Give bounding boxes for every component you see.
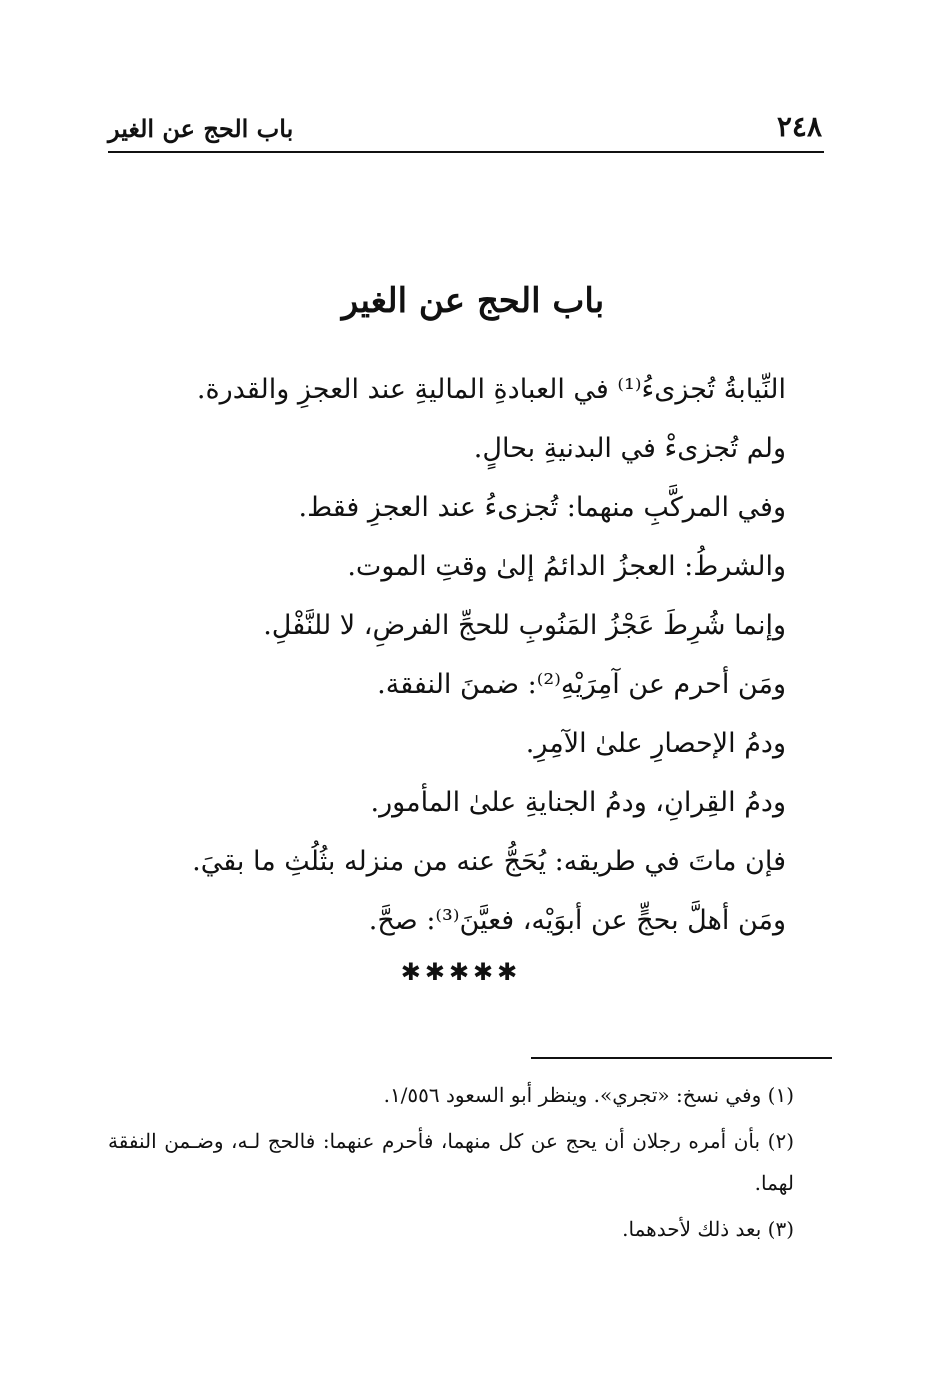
- body-line: وفي المركَّبِ منهما: تُجزىءُ عند العجزِ فقط.: [298, 492, 786, 523]
- body-line: النِّيابةُ تُجزىءُ⁽¹⁾ في العبادةِ الماليةِ عند العجزِ والقدرة.: [196, 374, 786, 405]
- footnote-item: (٣) بعد ذلك لأحدهما.: [622, 1217, 794, 1241]
- body-line: ومَن أهلَّ بحجٍّ عن أبوَيْه، فعيَّنَ⁽³⁾: صحَّ.: [368, 905, 786, 936]
- body-line: فإن ماتَ في طريقه: يُحَجُّ عنه من منزله بثُلُثِ ما بقيَ.: [192, 846, 786, 877]
- running-title: باب الحج عن الغير: [108, 114, 294, 143]
- body-text: [192, 360, 786, 950]
- running-header: [108, 112, 822, 152]
- section-separator: ✱✱✱✱✱: [400, 958, 522, 986]
- page-number: ٢٤٨: [776, 110, 822, 143]
- body-line: والشرطُ: العجزُ الدائمُ إلىٰ وقتِ الموت.: [347, 551, 786, 582]
- footnotes: [108, 1074, 794, 1254]
- body-line: ومَن أحرم عن آمِرَيْهِ⁽²⁾: ضمنَ النفقة.: [377, 669, 786, 700]
- body-line: ولم تُجزىءْ في البدنيةِ بحالٍ.: [473, 433, 786, 464]
- body-line: ودمُ القِرانِ، ودمُ الجنايةِ علىٰ المأمور.: [370, 787, 786, 818]
- body-line: وإنما شُرِطَ عَجْزُ المَنُوبِ للحجِّ الفرضِ، لا للنَّفْلِ.: [263, 610, 786, 641]
- header-rule: [108, 151, 824, 153]
- footnote-item: (٢) بأن أمره رجلان أن يحج عن كل منهما، فأحرم عنهما: فالحج لـه، وضـمن النفقة لهما.: [108, 1129, 794, 1195]
- chapter-title: باب الحج عن الغير: [341, 281, 605, 321]
- body-line: ودمُ الإحصارِ علىٰ الآمِرِ.: [525, 728, 786, 759]
- footnote-item: (١) وفي نسخ: «تجري». وينظر أبو السعود ١/٥٥٦.: [383, 1083, 794, 1107]
- footnote-rule: [531, 1057, 832, 1059]
